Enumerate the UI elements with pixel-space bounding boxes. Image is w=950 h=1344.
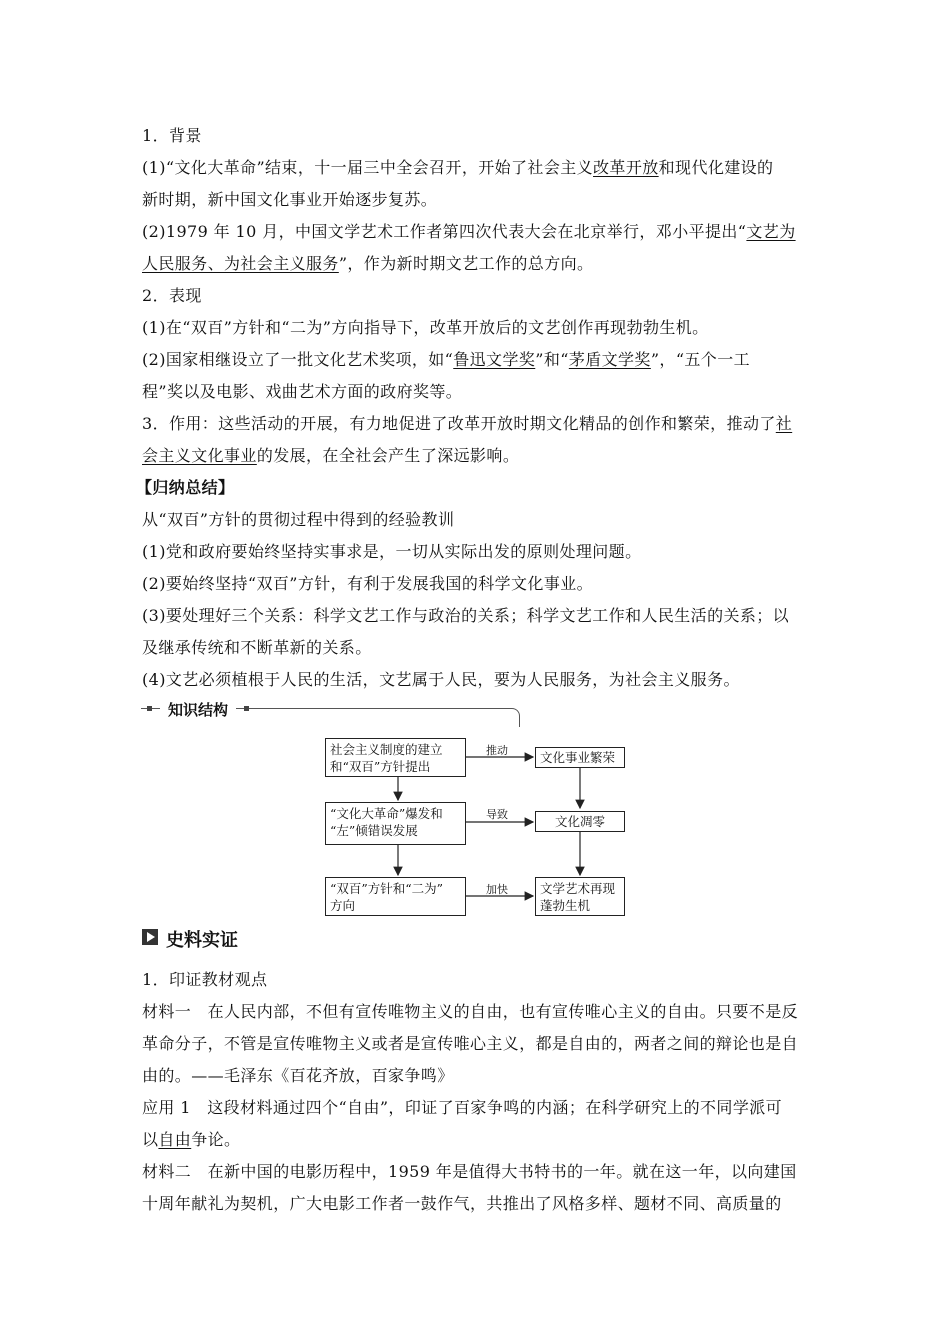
application-line: 应用 1 这段材料通过四个“自由”，印证了百家争鸣的内涵；在科学研究上的不同学派可 [142,1098,783,1117]
heading-background: 1．背景 [142,126,202,145]
answer-blank: 会主义文化事业 [142,446,257,465]
summary-lead: 从“双百”方针的贯彻过程中得到的经验教训 [142,510,455,529]
answer-blank: 鲁迅文学奖 [453,350,536,369]
material-line: 革命分子，不管是宣传唯物主义或者是宣传唯心主义，都是自由的，两者之间的辩论也是自 [142,1034,799,1053]
summary-item: (2)要始终坚持“双百”方针，有利于发展我国的科学文化事业。 [142,574,594,593]
material-line: 由的。——毛泽东《百花齐放，百家争鸣》 [142,1066,454,1085]
paragraph-line: (1)“文化大革命”结束，十一届三中全会召开，开始了社会主义改革开放和现代化建设的 [142,158,774,177]
summary-item: (4)文艺必须植根于人民的生活，文艺属于人民，要为人民服务，为社会主义服务。 [142,670,740,689]
answer-blank: 改革开放 [593,158,659,177]
arrow-label-accelerate: 加快 [486,883,508,896]
application-line: 以自由争论。 [142,1130,241,1149]
section-title: 史料实证 [166,930,238,951]
paragraph-line: (1)在“双百”方针和“二为”方向指导下，改革开放后的文艺创作再现勃勃生机。 [142,318,709,337]
answer-blank: 自由 [158,1130,192,1149]
summary-item: (3)要处理好三个关系：科学文艺工作与政治的关系；科学文艺工作和人民生活的关系；以 [142,606,790,625]
box-culture-prosperity: 文化事业繁荣 [535,747,625,768]
paragraph-line: 3．作用：这些活动的开展，有力地促进了改革开放时期文化精品的创作和繁荣，推动了社 [142,414,793,433]
material-line: 十周年献礼为契机，广大电影工作者一鼓作气，共推出了风格多样、题材不同、高质量的 [142,1194,782,1213]
heading-manifestation: 2．表现 [142,286,202,305]
material-line: 材料二 在新中国的电影历程中，1959 年是值得大书特书的一年。就在这一年，以向建国 [142,1162,797,1181]
paragraph-line: (2)1979 年 10 月，中国文学艺术工作者第四次代表大会在北京举行，邓小平提出“文艺为 [142,222,796,241]
box-cultural-revolution: “文化大革命”爆发和 “左”倾错误发展 [325,802,466,845]
play-icon [142,929,158,945]
paragraph-line: 新时期，新中国文化事业开始逐步复苏。 [142,190,438,209]
paragraph-line: 人民服务、为社会主义服务”，作为新时期文艺工作的总方向。 [142,254,594,273]
summary-item: 及继承传统和不断革新的关系。 [142,638,372,657]
box-culture-decline: 文化凋零 [535,811,625,832]
summary-title: 【归纳总结】 [136,478,235,497]
answer-blank: 社 [775,414,793,433]
answer-blank: 茅盾文学奖 [568,350,651,369]
box-literature-revival: 文学艺术再现 蓬勃生机 [535,877,625,916]
paragraph-line: 程”奖以及电影、戏曲艺术方面的政府奖等。 [142,382,463,401]
paragraph-line: 会主义文化事业的发展，在全社会产生了深远影响。 [142,446,520,465]
paragraph-line: (2)国家相继设立了一批文化艺术奖项，如“鲁迅文学奖”和“茅盾文学奖”，“五个一工 [142,350,751,369]
summary-item: (1)党和政府要始终坚持实事求是，一切从实际出发的原则处理问题。 [142,542,642,561]
arrow-label-promote: 推动 [486,744,508,757]
heading-textbook-view: 1．印证教材观点 [142,970,268,989]
answer-blank: 人民服务、为社会主义服务 [142,254,339,273]
box-double-hundred: “双百”方针和“二为” 方向 [325,877,466,916]
material-line: 材料一 在人民内部，不但有宣传唯物主义的自由，也有宣传唯心主义的自由。只要不是反 [142,1002,799,1021]
box-socialist-system: 社会主义制度的建立 和“双百”方针提出 [325,738,466,777]
answer-blank: 文艺为 [746,222,796,241]
arrow-label-lead-to: 导致 [486,808,508,821]
knowledge-title: 知识结构 [160,699,236,720]
